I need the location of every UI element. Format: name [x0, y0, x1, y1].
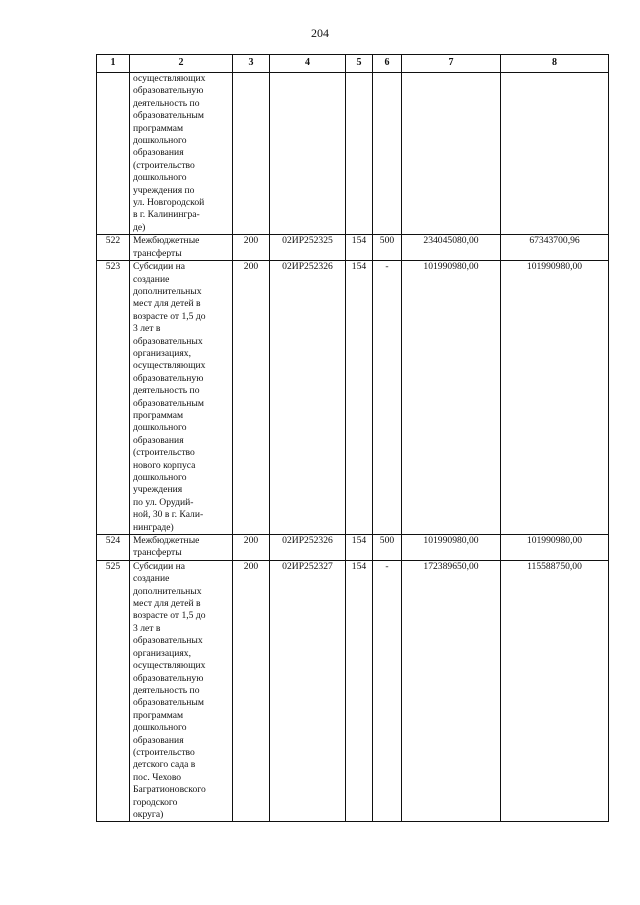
row-target-code: 02ИР252326: [270, 535, 346, 561]
row-expense-type: 500: [373, 535, 402, 561]
table-row: [97, 261, 609, 535]
table-row: [97, 535, 609, 561]
page-number: 204: [311, 26, 329, 40]
row-amount-7: [402, 73, 501, 235]
row-target-code: 02ИР252327: [270, 560, 346, 822]
col-header-4: 4: [270, 55, 346, 73]
row-code-5: 154: [346, 235, 373, 261]
row-amount-8: 67343700,96: [501, 235, 609, 261]
row-code-5: 154: [346, 535, 373, 561]
row-amount-7: 101990980,00: [402, 535, 501, 561]
row-code-5: 154: [346, 560, 373, 822]
col-header-2: 2: [130, 55, 233, 73]
row-section: 200: [233, 535, 270, 561]
col-header-1: 1: [97, 55, 130, 73]
col-header-6: 6: [373, 55, 402, 73]
row-amount-7: 234045080,00: [402, 235, 501, 261]
row-amount-7: 172389650,00: [402, 560, 501, 822]
row-section: 200: [233, 560, 270, 822]
row-number: [97, 73, 130, 235]
col-header-8: 8: [501, 55, 609, 73]
row-amount-8: 101990980,00: [501, 261, 609, 535]
row-code-5: 154: [346, 261, 373, 535]
row-number: 523: [97, 261, 130, 535]
table-row: [97, 560, 609, 822]
row-number: 524: [97, 535, 130, 561]
row-number: 522: [97, 235, 130, 261]
row-name: Межбюджетные трансферты: [130, 535, 233, 561]
row-expense-type: [373, 73, 402, 235]
row-code-5: [346, 73, 373, 235]
row-number: 525: [97, 560, 130, 822]
row-name: осуществляющих образовательную деятельность по образовательным программам дошкольного образования (строительство дошкольного учреждения по ул. Новгородской в г. Калинингра- де): [130, 73, 233, 235]
col-header-5: 5: [346, 55, 373, 73]
col-header-7: 7: [402, 55, 501, 73]
row-amount-7: 101990980,00: [402, 261, 501, 535]
row-amount-8: [501, 73, 609, 235]
row-expense-type: -: [373, 560, 402, 822]
row-amount-8: 115588750,00: [501, 560, 609, 822]
row-name: Межбюджетные трансферты: [130, 235, 233, 261]
table-row: [97, 73, 609, 235]
row-name: Субсидии на создание дополнительных мест для детей в возрасте от 1,5 до 3 лет в образовательных организациях, осуществляющих образовательную деятельность по образовательным программам дошкольного образования (строительство детского сада в пос. Чехово Багратионовского городского округа): [130, 560, 233, 822]
row-target-code: 02ИР252325: [270, 235, 346, 261]
table-row: [97, 235, 609, 261]
budget-table: [96, 54, 609, 822]
row-section: [233, 73, 270, 235]
row-section: 200: [233, 261, 270, 535]
col-header-3: 3: [233, 55, 270, 73]
header-row: [97, 55, 609, 73]
row-target-code: [270, 73, 346, 235]
row-name: Субсидии на создание дополнительных мест для детей в возрасте от 1,5 до 3 лет в образовательных организациях, осуществляющих образовательную деятельность по образовательным программам дошкольного образования (строительство нового корпуса дошкольного учреждения по ул. Орудий- ной, 30 в г. Кали- нинграде): [130, 261, 233, 535]
row-target-code: 02ИР252326: [270, 261, 346, 535]
row-expense-type: -: [373, 261, 402, 535]
row-section: 200: [233, 235, 270, 261]
row-expense-type: 500: [373, 235, 402, 261]
row-amount-8: 101990980,00: [501, 535, 609, 561]
